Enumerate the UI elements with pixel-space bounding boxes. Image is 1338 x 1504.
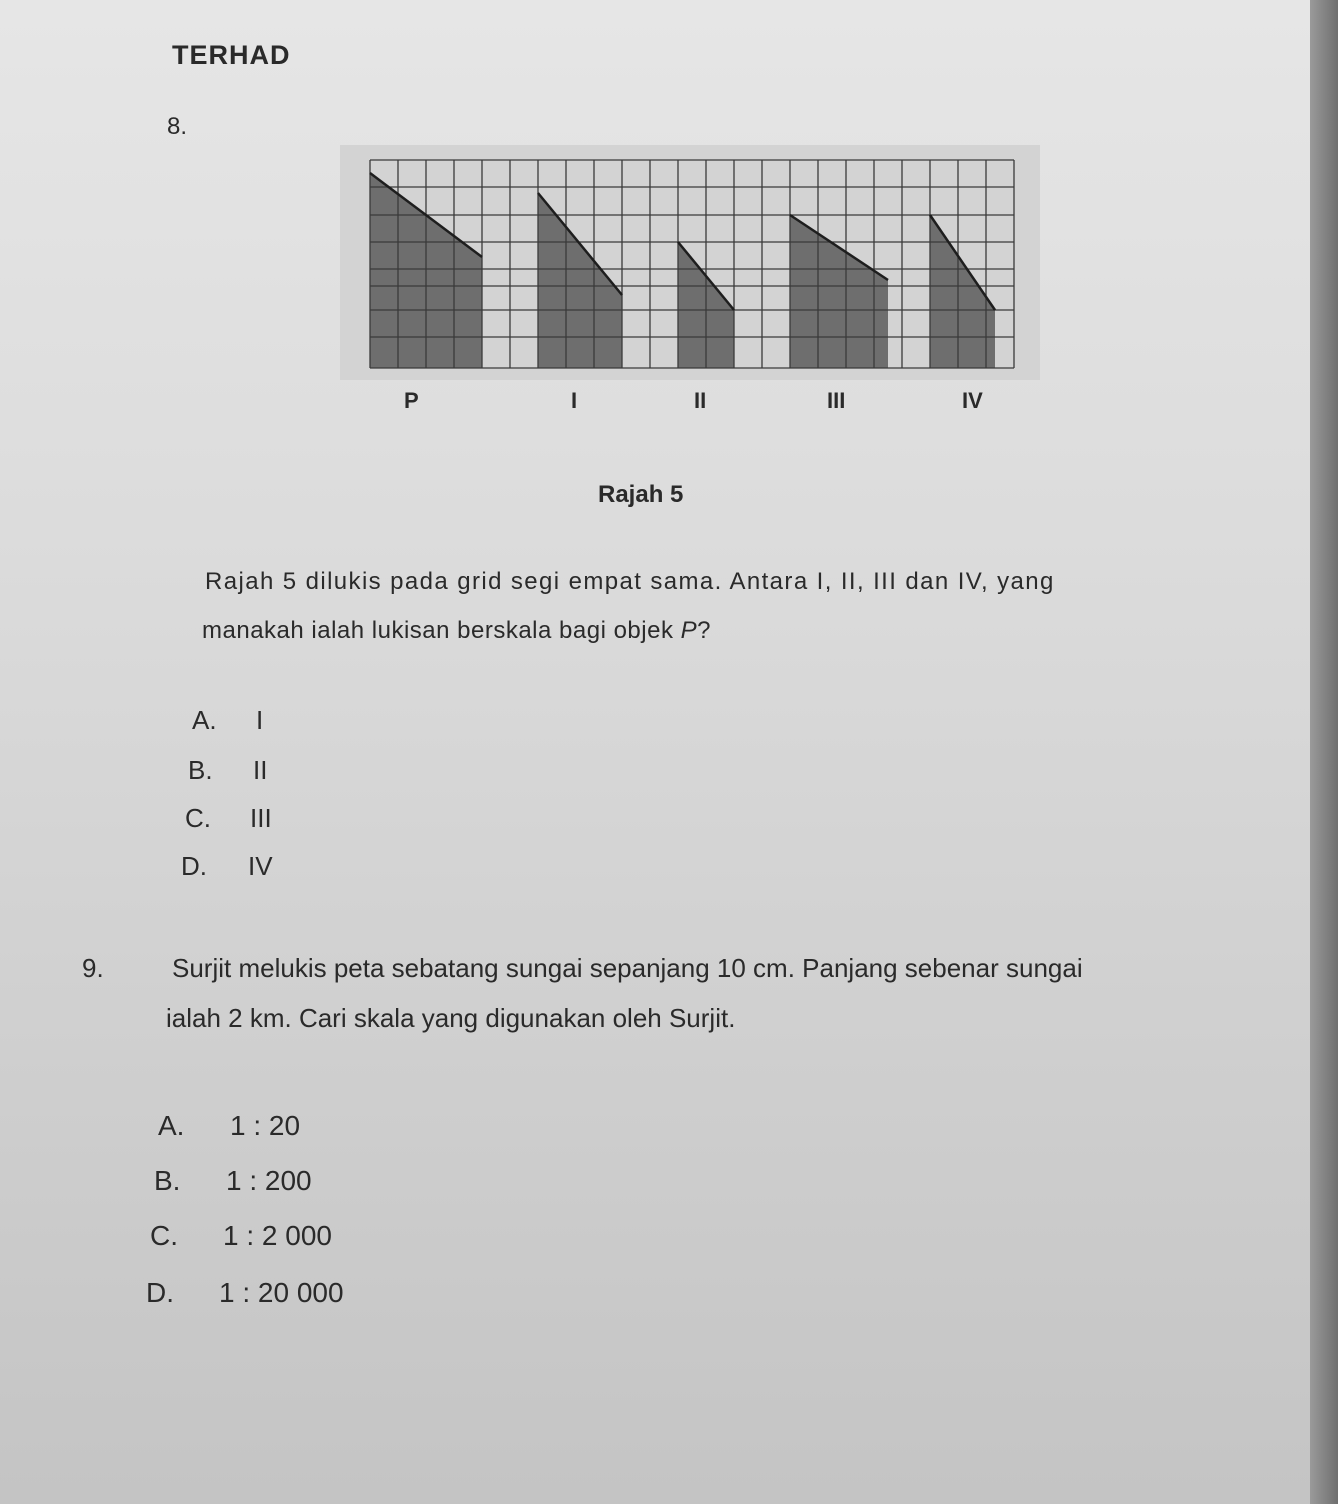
figure-caption: Rajah 5	[598, 481, 684, 508]
q8-option-b-letter: B.	[188, 755, 213, 785]
figure-label-i: I	[571, 388, 578, 413]
grid-diagram	[340, 145, 1040, 380]
q8-option-c-letter: C.	[185, 803, 211, 833]
q9-option-d-letter: D.	[146, 1277, 174, 1308]
page-edge-shadow	[1310, 0, 1338, 1504]
q9-option-a-letter: A.	[158, 1110, 185, 1141]
header-label: TERHAD	[172, 40, 291, 70]
shape-iii	[790, 215, 888, 368]
q8-option-c-value: III	[250, 803, 272, 833]
figure-label-iii: III	[827, 388, 846, 413]
q8-option-a-letter: A.	[192, 705, 217, 735]
question-9-text-line2: ialah 2 km. Cari skala yang digunakan oleh Surjit.	[166, 1003, 736, 1033]
figure-label-p: P	[404, 388, 419, 413]
q8-option-a-value: I	[256, 705, 264, 735]
question-9-text-line1: Surjit melukis peta sebatang sungai sepanjang 10 cm. Panjang sebenar sungai	[172, 953, 1083, 983]
q9-option-a-value: 1 : 20	[230, 1110, 301, 1141]
q9-option-c-value: 1 : 2 000	[223, 1220, 332, 1251]
q9-option-d-value: 1 : 20 000	[219, 1277, 344, 1308]
figure-label-iv: IV	[962, 388, 983, 413]
shape-iv	[930, 215, 995, 368]
question-8-text-line1: Rajah 5 dilukis pada grid segi empat sama. Antara I, II, III dan IV, yang	[205, 568, 1055, 595]
q9-option-b-value: 1 : 200	[226, 1165, 312, 1196]
q8-option-d-value: IV	[248, 851, 273, 881]
q8-option-d-letter: D.	[181, 851, 207, 881]
figure-label-ii: II	[694, 388, 707, 413]
q9-option-c-letter: C.	[150, 1220, 178, 1251]
question-9-number: 9.	[82, 953, 104, 983]
question-8-text-line2: manakah ialah lukisan berskala bagi objek P?	[202, 617, 711, 644]
q8-option-b-value: II	[253, 755, 268, 785]
rajah-5-figure	[340, 145, 1040, 380]
q9-option-b-letter: B.	[154, 1165, 181, 1196]
question-8-number: 8.	[167, 113, 188, 140]
